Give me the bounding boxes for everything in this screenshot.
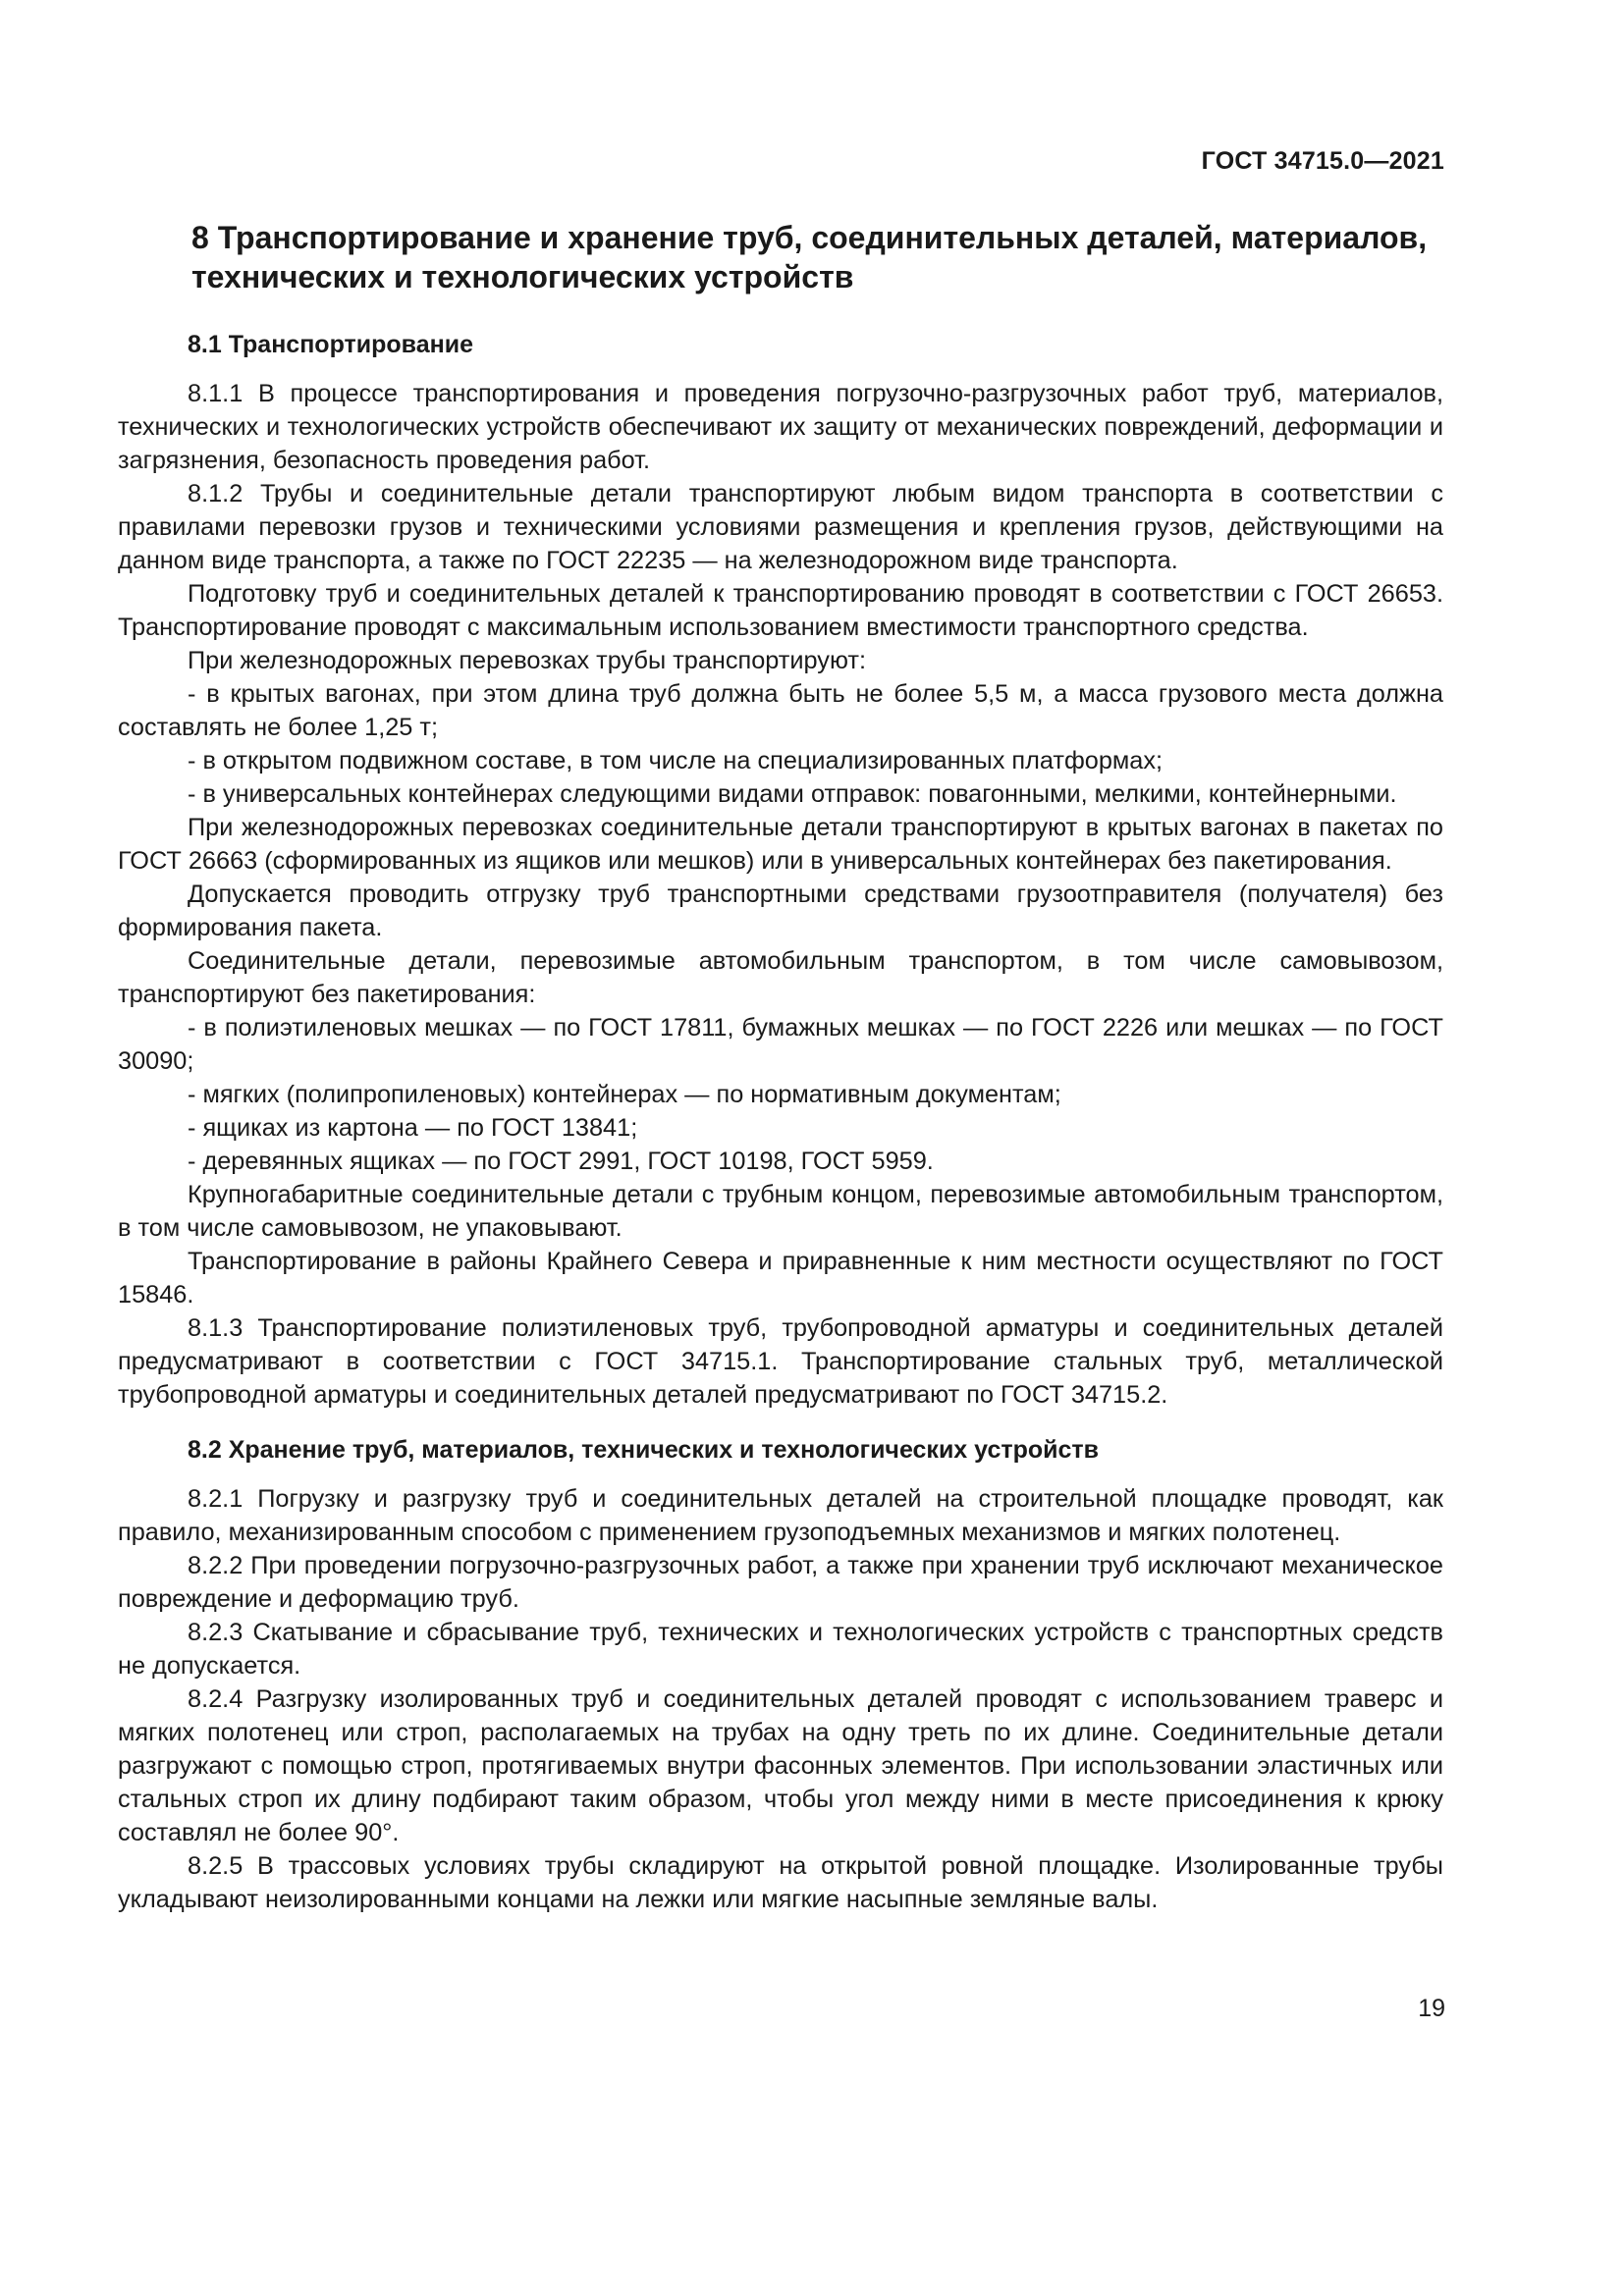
paragraph: 8.1.2 Трубы и соединительные детали транспортируют любым видом транспорта в соответствии с правилами перевозки грузов и техническими условиями размещения и крепления грузов, действующими на данном виде транспорта, а также по ГОСТ 22235 — на железнодорожном виде транспорта. (118, 480, 1443, 574)
section-title: 8.1 Транспортирование (188, 331, 473, 358)
list-item: - мягких (полипропиленовых) контейнерах — по нормативным документам; (188, 1081, 1061, 1108)
document-header: ГОСТ 34715.0—2021 (1201, 147, 1444, 175)
paragraph: 8.1.3 Транспортирование полиэтиленовых труб, трубопроводной арматуры и соединительных деталей предусматривают в соответствии с ГОСТ 34715.1. Транспортирование стальных труб, металлической трубопроводной арматуры и соединительных деталей предусматривают по ГОСТ 34715.2. (118, 1314, 1443, 1409)
list-item: - в универсальных контейнерах следующими видами отправок: повагонными, мелкими, контейнерными. (188, 780, 1397, 808)
section-body (118, 1482, 1443, 1916)
list-item: - в полиэтиленовых мешках — по ГОСТ 17811, бумажных мешках — по ГОСТ 2226 или мешках — по ГОСТ 30090; (118, 1014, 1443, 1075)
paragraph: Крупногабаритные соединительные детали с трубным концом, перевозимые автомобильным транспортом, в том числе самовывозом, не упаковывают. (118, 1181, 1443, 1242)
paragraph: 8.2.5 В трассовых условиях трубы складируют на открытой ровной площадке. Изолированные трубы укладывают неизолированными концами на лежки или мягкие насыпные земляные валы. (118, 1852, 1443, 1913)
paragraph: Подготовку труб и соединительных деталей к транспортированию проводят в соответствии с ГОСТ 26653. Транспортирование проводят с максимальным использованием вместимости транспортного средства. (118, 580, 1443, 641)
paragraph: 8.2.4 Разгрузку изолированных труб и соединительных деталей проводят с использованием траверс и мягких полотенец или строп, располагаемых на трубах на одну треть по их длине. Соединительные детали разгружают с помощью строп, протягиваемых внутри фасонных элементов. При использовании эластичных или стальных строп их длину подбирают таким образом, чтобы угол между ними в месте присоединения к крюку составлял не более 90°. (118, 1685, 1443, 1846)
paragraph: 8.2.1 Погрузку и разгрузку труб и соединительных деталей на строительной площадке проводят, как правило, механизированным способом с применением грузоподъемных механизмов и мягких полотенец. (118, 1485, 1443, 1546)
paragraph: Допускается проводить отгрузку труб транспортными средствами грузоотправителя (получателя) без формирования пакета. (118, 881, 1443, 941)
section-spacer (118, 1412, 1443, 1427)
paragraph: 8.2.3 Скатывание и сбрасывание труб, технических и технологических устройств с транспортных средств не допускается. (118, 1619, 1443, 1680)
list-item: - в крытых вагонах, при этом длина труб должна быть не более 5,5 м, а масса грузового места должна составлять не более 1,25 т; (118, 680, 1443, 741)
paragraph: Транспортирование в районы Крайнего Севера и приравненные к ним местности осуществляют по ГОСТ 15846. (118, 1248, 1443, 1308)
chapter-title: 8 Транспортирование и хранение труб, соединительных деталей, материалов, технических и технологических устройств (191, 220, 1428, 294)
paragraph: При железнодорожных перевозках трубы транспортируют: (188, 647, 866, 674)
list-item: - в открытом подвижном составе, в том числе на специализированных платформах; (188, 747, 1164, 774)
section-body (118, 377, 1443, 1412)
paragraph: 8.1.1 В процессе транспортирования и проведения погрузочно-разгрузочных работ труб, материалов, технических и технологических устройств обеспечивают их защиту от механических повреждений, деформации и загрязнения, безопасность проведения работ. (118, 380, 1443, 474)
list-item: - ящиках из картона — по ГОСТ 13841; (188, 1114, 638, 1142)
paragraph: Соединительные детали, перевозимые автомобильным транспортом, в том числе самовывозом, транспортируют без пакетирования: (118, 947, 1443, 1008)
paragraph: 8.2.2 При проведении погрузочно-разгрузочных работ, а также при хранении труб исключают механическое повреждение и деформацию труб. (118, 1552, 1443, 1613)
list-item: - деревянных ящиках — по ГОСТ 2991, ГОСТ 10198, ГОСТ 5959. (188, 1148, 934, 1175)
page-number: 19 (1418, 1995, 1445, 2022)
page-content (118, 218, 1443, 1916)
section-title: 8.2 Хранение труб, материалов, технических и технологических устройств (188, 1436, 1100, 1464)
paragraph: При железнодорожных перевозках соединительные детали транспортируют в крытых вагонах в пакетах по ГОСТ 26663 (сформированных из ящиков или мешков) или в универсальных контейнерах без пакетирования. (118, 814, 1443, 875)
